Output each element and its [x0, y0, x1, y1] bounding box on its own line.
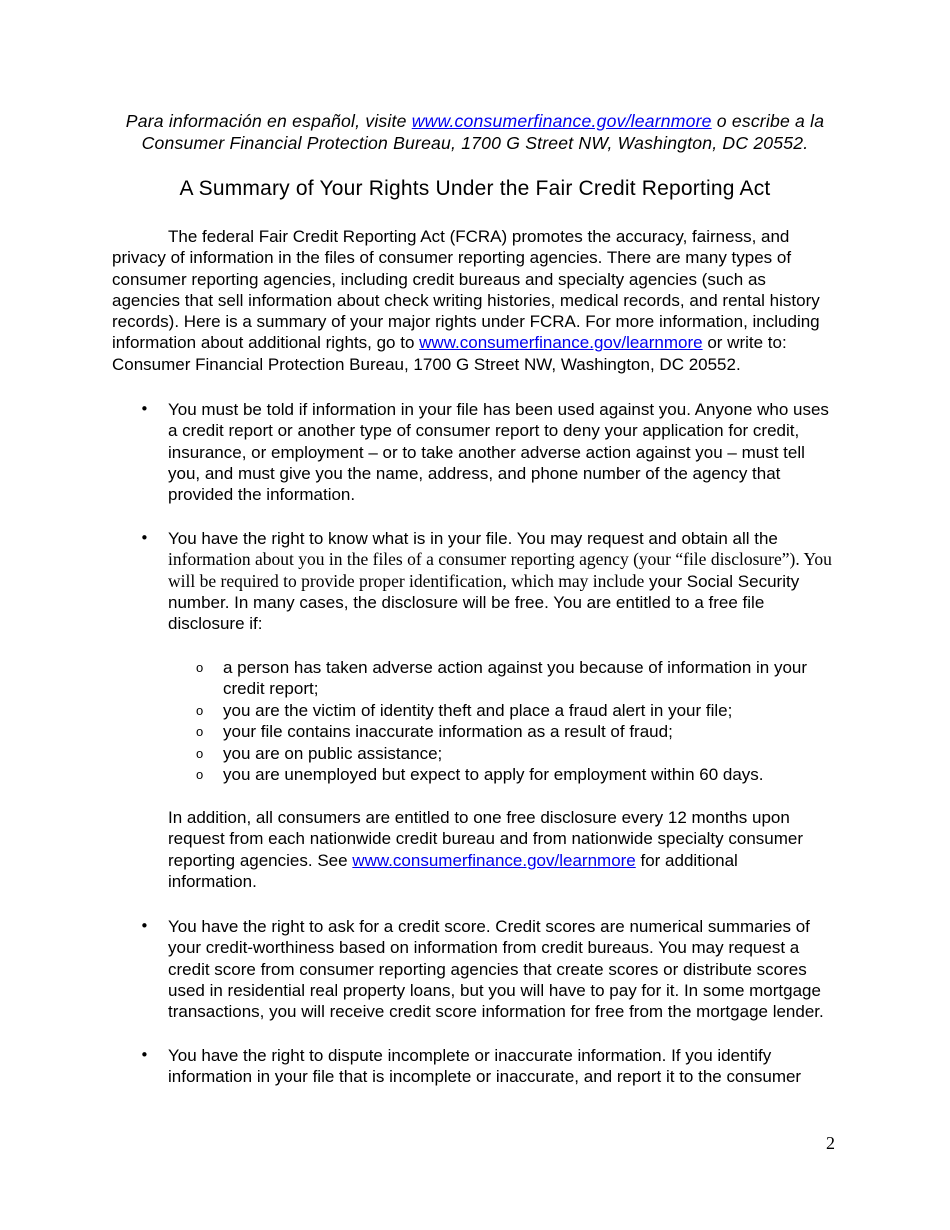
spanish-notice-suffix: o escribe a la — [711, 111, 825, 131]
intro-paragraph — [112, 226, 832, 375]
circle-bullet-icon: o — [196, 703, 204, 718]
bullet-icon: • — [140, 1046, 149, 1064]
bullet-icon: • — [140, 400, 149, 418]
bullet-body-serif: information about you in the files of a consumer reporting agency (your “file disclosure”). You will be required to provide proper identification, which may include — [168, 549, 832, 591]
intro-link[interactable]: www.consumerfinance.gov/learnmore — [419, 333, 703, 353]
circle-bullet-icon: o — [196, 660, 204, 675]
bullet-body: You may request and obtain all the — [512, 529, 778, 548]
free-disclosure-paragraph — [168, 807, 828, 892]
spanish-notice-link[interactable]: www.consumerfinance.gov/learnmore — [411, 111, 712, 131]
bullet-body: Anyone who uses a credit report or another type of consumer report to deny your application for credit, insurance, or employment – or to take another adverse action against you – must tell you, and must give you the name, address, and phone number of the agency that provided the information. — [168, 400, 829, 505]
paragraph-text: In addition, all consumers are entitled to one free disclosure every 12 months upon request from each nationwide credit bureau and from nationwide specialty consumer reporting agencies. See — [168, 808, 804, 870]
bullet-body: Credit scores are numerical summaries of your credit-worthiness based on information from credit bureaus. You may request a credit score from consumer reporting agencies that create scores or distribute scores used in residential real property loans, but you will have to pay for it. In some mortgage transactions, you will receive credit score information for free from the mortgage lender. — [168, 917, 824, 1022]
spanish-notice-text: Para información en español, visite — [125, 111, 412, 131]
bullet-dispute — [140, 1045, 840, 1088]
bullet-know-file — [140, 528, 840, 634]
sub-item-text: you are the victim of identity theft and place a fraud alert in your file; — [223, 701, 733, 720]
bullet-credit-score — [140, 916, 840, 1022]
circle-bullet-icon: o — [196, 767, 204, 782]
intro-text-end: or write to: Consumer Financial Protection Bureau, 1700 G Street NW, Washington, DC 20552. — [112, 333, 787, 374]
circle-bullet-icon: o — [196, 746, 204, 761]
bullet-icon: • — [140, 529, 149, 547]
bullet-body-end: your Social Security number. In many cases, the disclosure will be free. You are entitled to a free file disclosure if: — [168, 571, 800, 634]
bullet-body: If you identify information in your file that is incomplete or inaccurate, and report it to the consumer — [168, 1046, 802, 1087]
sub-item-text: a person has taken adverse action against you because of information in your credit report; — [223, 658, 808, 699]
sub-list-item — [196, 721, 823, 742]
spanish-notice — [100, 111, 850, 154]
sub-item-text: you are on public assistance; — [223, 744, 443, 763]
bullet-heading: You have the right to know what is in your file. — [168, 529, 513, 548]
bullet-heading: You have the right to dispute incomplete or inaccurate information. — [168, 1046, 667, 1065]
sub-list-item — [196, 743, 823, 764]
sub-item-text: you are unemployed but expect to apply for employment within 60 days. — [223, 765, 764, 784]
bullet-heading: You have the right to ask for a credit score. — [168, 917, 491, 936]
paragraph-text-end: for additional information. — [168, 850, 738, 891]
page-number: 2 — [826, 1133, 835, 1153]
circle-bullet-icon: o — [196, 724, 204, 739]
sub-list-item — [196, 657, 823, 700]
learnmore-link[interactable]: www.consumerfinance.gov/learnmore — [352, 850, 636, 870]
sub-list-item — [196, 764, 823, 785]
bullet-icon: • — [140, 917, 149, 935]
sub-item-text: your file contains inaccurate information as a result of fraud; — [223, 722, 673, 741]
sub-list-item — [196, 700, 823, 721]
intro-text: The federal Fair Credit Reporting Act (FCRA) promotes the accuracy, fairness, and privacy of information in the files of consumer reporting agencies. There are many types of consumer reporting agencies, including credit bureaus and specialty agencies (such as agencies that sell information about check writing histories, medical records, and rental history records). Here is a summary of your major rights under FCRA. For more information, including information about additional rights, go to — [112, 227, 820, 353]
spanish-notice-address: Consumer Financial Protection Bureau, 1700 G Street NW, Washington, DC 20552. — [141, 132, 809, 153]
document-title: A Summary of Your Rights Under the Fair Credit Reporting Act — [179, 177, 771, 200]
bullet-told-if-used — [140, 399, 840, 505]
bullet-heading: You must be told if information in your file has been used against you. — [168, 400, 691, 419]
